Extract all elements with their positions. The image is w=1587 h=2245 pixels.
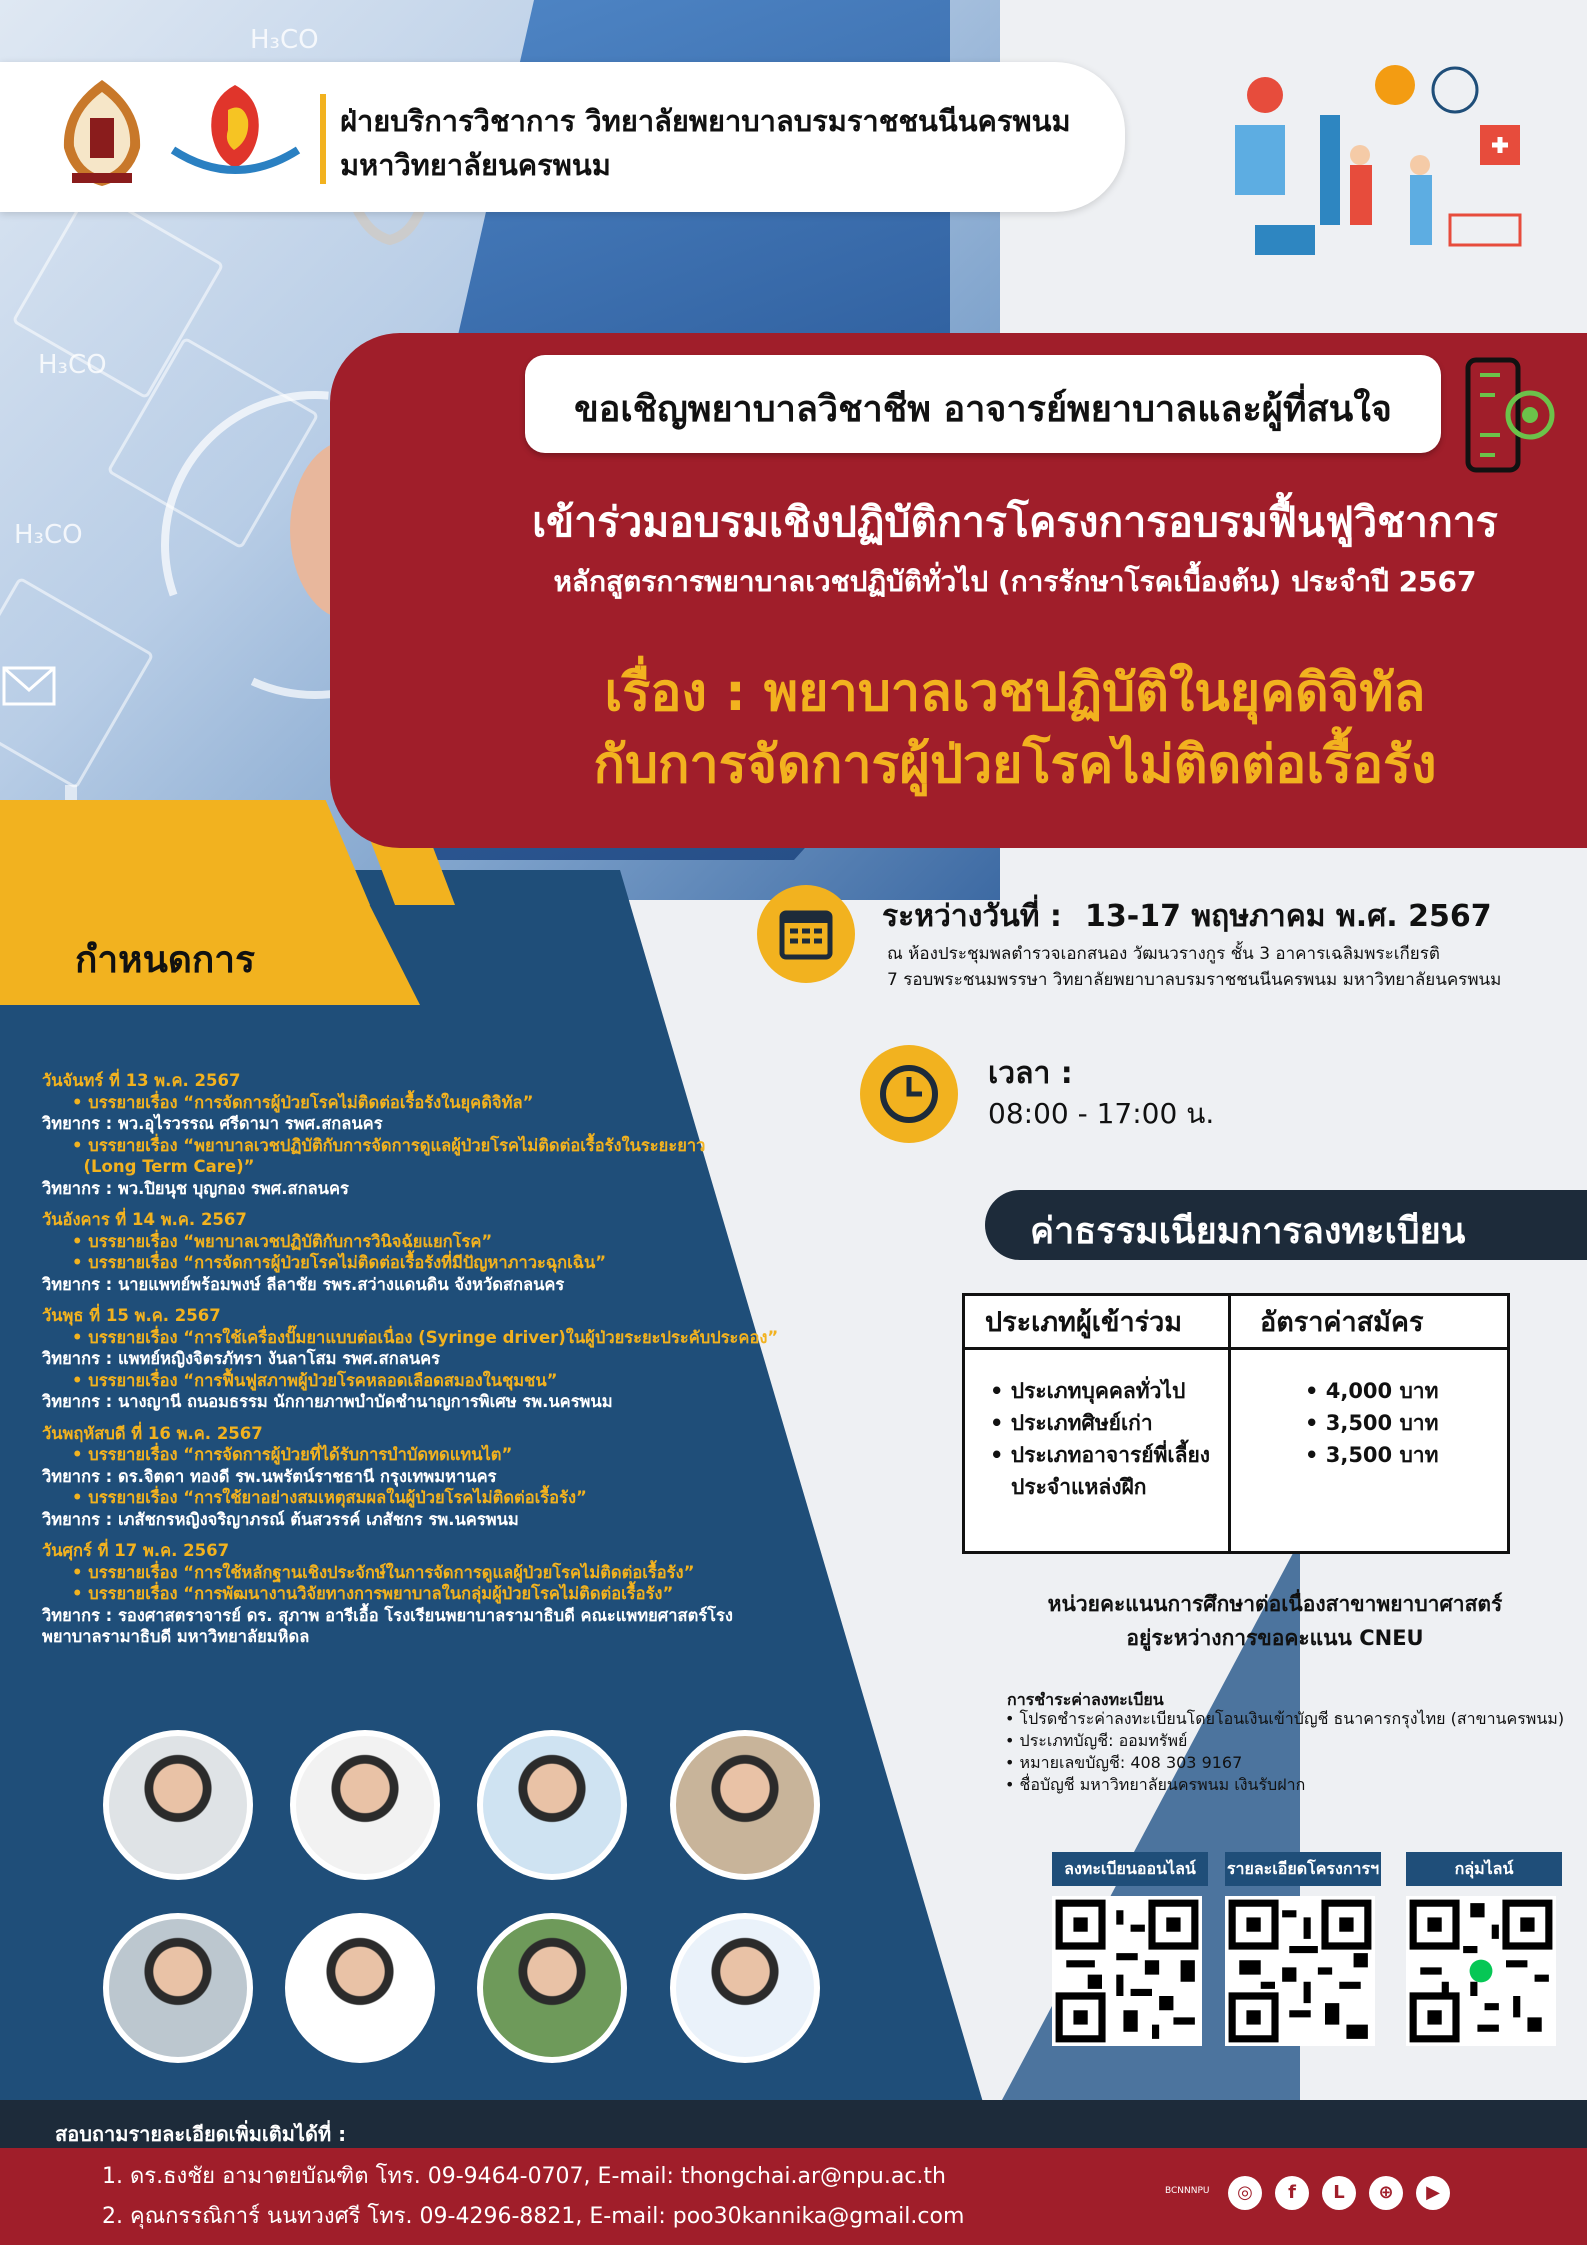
fee-type-cont: ประจำแหล่งฝึก <box>1011 1475 1147 1499</box>
org-name-line2: มหาวิทยาลัยนครพนม <box>340 148 611 182</box>
lecture-topic: • บรรยายเรื่อง “การจัดการผู้ป่วยโรคไม่ติดต่อเรื้อรังในยุคดิจิทัล” <box>72 1092 534 1112</box>
chem-watermark: H₃CO <box>250 25 319 55</box>
qr-code-icon[interactable] <box>1406 1896 1556 2046</box>
contact-title: สอบถามรายละเอียดเพิ่มเติมได้ที่ : <box>55 2122 347 2146</box>
fee-rate: • 3,500 บาท <box>1305 1411 1439 1435</box>
clock-icon <box>860 1045 958 1143</box>
lecture-topic-cont: (Long Term Care)” <box>83 1157 255 1176</box>
qr-label: ลงทะเบียนออนไลน์ <box>1052 1852 1208 1886</box>
speaker-photo <box>290 1730 440 1880</box>
day-label: วันศุกร์ ที่ 17 พ.ค. 2567 <box>42 1541 230 1560</box>
payment-list <box>1005 1708 1564 1796</box>
schedule-day <box>42 1423 942 1531</box>
schedule-day <box>42 1540 942 1648</box>
cneu-line2: อยู่ระหว่างการขอคะแนน CNEU <box>1126 1626 1424 1650</box>
org-name-line1: ฝ่ายบริการวิชาการ วิทยาลัยพยาบาลบรมราชชนนีนครพนม <box>340 104 1071 138</box>
fee-type: • ประเภทศิษย์เก่า <box>990 1411 1153 1435</box>
speaker: วิทยากร : พว.ปิยนุช บุญกอง รพศ.สกลนคร <box>42 1178 349 1198</box>
qr-details[interactable] <box>1225 1852 1381 2046</box>
lecture-topic: • บรรยายเรื่อง “การใช้ยาอย่างสมเหตุสมผลในผู้ป่วยโรคไม่ติดต่อเรื้อรัง” <box>72 1488 587 1507</box>
qr-label: รายละเอียดโครงการฯ <box>1225 1852 1381 1886</box>
speaker-photo <box>103 1730 253 1880</box>
medical-clipart <box>1225 65 1545 280</box>
social-handle: BCNNNPU <box>1165 2186 1210 2196</box>
fee-title: ค่าธรรมเนียมการลงทะเบียน <box>1030 1211 1466 1252</box>
table-divider <box>962 1347 1507 1350</box>
day-label: วันอังคาร ที่ 14 พ.ค. 2567 <box>42 1210 247 1229</box>
payment-title: การชำระค่าลงทะเบียน <box>1007 1690 1164 1709</box>
payment-item: • โปรดชำระค่าลงทะเบียนโดยโอนเงินเข้าบัญชี ธนาคารกรุงไทย (สาขานครพนม) <box>1005 1709 1565 1728</box>
schedule-list <box>42 1070 942 1648</box>
qr-label: กลุ่มไลน์ <box>1406 1852 1562 1886</box>
event-topic-line2: กับการจัดการผู้ป่วยโรคไม่ติดต่อเรื้อรัง <box>593 735 1437 795</box>
time-value: 08:00 - 17:00 น. <box>988 1097 1215 1130</box>
payment-item: • หมายเลขบัญชี: 408 303 9167 <box>1005 1753 1243 1772</box>
contact-1[interactable]: 1. ดร.ธงชัย อามาตยบัณฑิต โทร. 09-9464-0707, E-mail: thongchai.ar@npu.ac.th <box>102 2164 946 2189</box>
fee-type: • ประเภทอาจารย์พี่เลี้ยง <box>990 1443 1211 1467</box>
fee-type: • ประเภทบุคคลทั่วไป <box>990 1379 1186 1403</box>
time-label: เวลา : <box>988 1056 1073 1091</box>
speaker-photo <box>477 1913 627 2063</box>
college-logo <box>168 80 303 190</box>
lecture-topic: • บรรยายเรื่อง “การจัดการผู้ป่วยโรคไม่ติดต่อเรื้อรังที่มีปัญหาภาวะฉุกเฉิน” <box>72 1253 607 1272</box>
speaker: วิทยากร : รองศาสตราจารย์ ดร. สุภาพ อารีเอื้อ โรงเรียนพยาบาลรามาธิบดี คณะแพทยศาสตร์โรง <box>42 1605 733 1625</box>
schedule-day <box>42 1209 942 1295</box>
speaker: วิทยากร : แพทย์หญิงจิตรภัทรา งันลาโสม รพศ.สกลนคร <box>42 1349 441 1368</box>
circuit-gear-icon <box>1460 355 1565 475</box>
instagram-icon[interactable]: ◎ <box>1228 2176 1262 2210</box>
date-value: 13-17 พฤษภาคม พ.ศ. 2567 <box>1085 899 1492 934</box>
speaker: วิทยากร : นายแพทย์พร้อมพงษ์ ลีลาชัย รพร.สว่างแดนดิน จังหวัดสกลนคร <box>42 1274 565 1294</box>
website-icon[interactable]: ⊕ <box>1369 2176 1403 2210</box>
lecture-topic: • บรรยายเรื่อง “การจัดการผู้ป่วยที่ได้รับการบำบัดทดแทนไต” <box>72 1445 513 1464</box>
speaker-photo <box>477 1730 627 1880</box>
fee-rate: • 3,500 บาท <box>1305 1443 1439 1467</box>
speaker-photo <box>103 1913 253 2063</box>
speaker-photo <box>670 1730 820 1880</box>
day-label: วันพฤหัสบดี ที่ 16 พ.ค. 2567 <box>42 1423 263 1443</box>
university-logo <box>52 78 152 188</box>
speaker: วิทยากร : ดร.จิตดา ทองดี รพ.นพรัตน์ราชธานี กรุงเทพมหานคร <box>42 1466 497 1486</box>
venue-line2: 7 รอบพระชนมพรรษา วิทยาลัยพยาบาลบรมราชชนนีนครพนม มหาวิทยาลัยนครพนม <box>887 970 1502 990</box>
lecture-topic: • บรรยายเรื่อง “พยาบาลเวชปฏิบัติกับการวินิจฉัยแยกโรค” <box>72 1231 493 1251</box>
qr-code-icon[interactable] <box>1052 1896 1202 2046</box>
speaker: วิทยากร : เภสัชกรหญิงจริญาภรณ์ ต้นสวรรค์ เภสัชกร รพ.นครพนม <box>42 1509 519 1529</box>
calendar-icon <box>757 885 855 983</box>
day-label: วันจันทร์ ที่ 13 พ.ค. 2567 <box>42 1071 241 1090</box>
table-divider <box>1228 1293 1231 1551</box>
speaker-photo <box>670 1913 820 2063</box>
cneu-line1: หน่วยคะแนนการศึกษาต่อเนื่องสาขาพยาบาศาสตร์ <box>1047 1592 1503 1616</box>
fee-rate: • 4,000 บาท <box>1305 1379 1439 1403</box>
schedule-day <box>42 1305 942 1413</box>
fee-col-header: อัตราค่าสมัคร <box>1260 1307 1424 1338</box>
event-title-line2: หลักสูตรการพยาบาลเวชปฏิบัติทั่วไป (การรักษาโรคเบื้องต้น) ประจำปี 2567 <box>553 565 1477 598</box>
speaker-photo <box>285 1913 435 2063</box>
mail-icon <box>0 660 60 710</box>
chem-watermark: H₃CO <box>38 350 107 380</box>
invite-text: ขอเชิญพยาบาลวิชาชีพ อาจารย์พยาบาลและผู้ที่สนใจ <box>574 389 1392 430</box>
facebook-icon[interactable]: f <box>1275 2176 1309 2210</box>
fee-col-header: ประเภทผู้เข้าร่วม <box>985 1307 1183 1338</box>
payment-item: • ประเภทบัญชี: ออมทรัพย์ <box>1005 1731 1188 1750</box>
event-title-line1: เข้าร่วมอบรมเชิงปฏิบัติการโครงการอบรมฟื้นฟูวิชาการ <box>532 498 1498 546</box>
event-topic-line1: เรื่อง : พยาบาลเวชปฏิบัติในยุคดิจิทัล <box>604 663 1426 723</box>
lecture-topic: • บรรยายเรื่อง “การใช้หลักฐานเชิงประจักษ์ในการจัดการดูแลผู้ป่วยโรคไม่ติดต่อเรื้อรัง” <box>72 1562 695 1582</box>
schedule-day <box>42 1070 942 1199</box>
day-label: วันพุธ ที่ 15 พ.ค. 2567 <box>42 1306 221 1325</box>
schedule-title: กำหนดการ <box>75 938 255 981</box>
yellow-stripe <box>0 800 370 905</box>
date-label: ระหว่างวันที่ : <box>882 899 1062 934</box>
contact-2[interactable]: 2. คุณกรรณิการ์ นนทวงศรี โทร. 09-4296-8821, E-mail: poo30kannika@gmail.com <box>102 2204 965 2229</box>
speaker: วิทยากร : พว.อุไรวรรณ ศรีดามา รพศ.สกลนคร <box>42 1114 383 1133</box>
lecture-topic: • บรรยายเรื่อง “การฟื้นฟูสภาพผู้ป่วยโรคหลอดเลือดสมองในชุมชน” <box>72 1370 558 1390</box>
lecture-topic: • บรรยายเรื่อง “พยาบาลเวชปฏิบัติกับการจัดการดูแลผู้ป่วยโรคไม่ติดต่อเรื้อรังในระยะยาว <box>72 1135 706 1155</box>
header-divider <box>320 94 326 184</box>
youtube-icon[interactable]: ▶ <box>1416 2176 1450 2210</box>
line-icon[interactable]: L <box>1322 2176 1356 2210</box>
venue-line1: ณ ห้องประชุมพลตำรวจเอกสนอง วัฒนวรางกูร ชั้น 3 อาคารเฉลิมพระเกียรติ <box>887 944 1440 964</box>
lecture-topic: • บรรยายเรื่อง “การพัฒนางานวิจัยทางการพยาบาลในกลุ่มผู้ป่วยโรคไม่ติดต่อเรื้อรัง” <box>72 1584 674 1603</box>
speaker-cont: พยาบาลรามาธิบดี มหาวิทยาลัยมหิดล <box>42 1627 310 1646</box>
qr-register[interactable] <box>1052 1852 1208 2046</box>
lecture-topic: • บรรยายเรื่อง “การใช้เครื่องปั๊มยาแบบต่อเนื่อง (Syringe driver)ในผู้ป่วยระยะประคับประคอง” <box>72 1327 779 1347</box>
chem-watermark: H₃CO <box>14 520 83 550</box>
payment-item: • ชื่อบัญชี มหาวิทยาลัยนครพนม เงินรับฝาก <box>1005 1775 1306 1794</box>
speaker: วิทยากร : นางญานี ถนอมธรรม นักกายภาพบำบัดชำนาญการพิเศษ รพ.นครพนม <box>42 1392 613 1411</box>
qr-line-group[interactable] <box>1406 1852 1562 2046</box>
qr-code-icon[interactable] <box>1225 1896 1375 2046</box>
